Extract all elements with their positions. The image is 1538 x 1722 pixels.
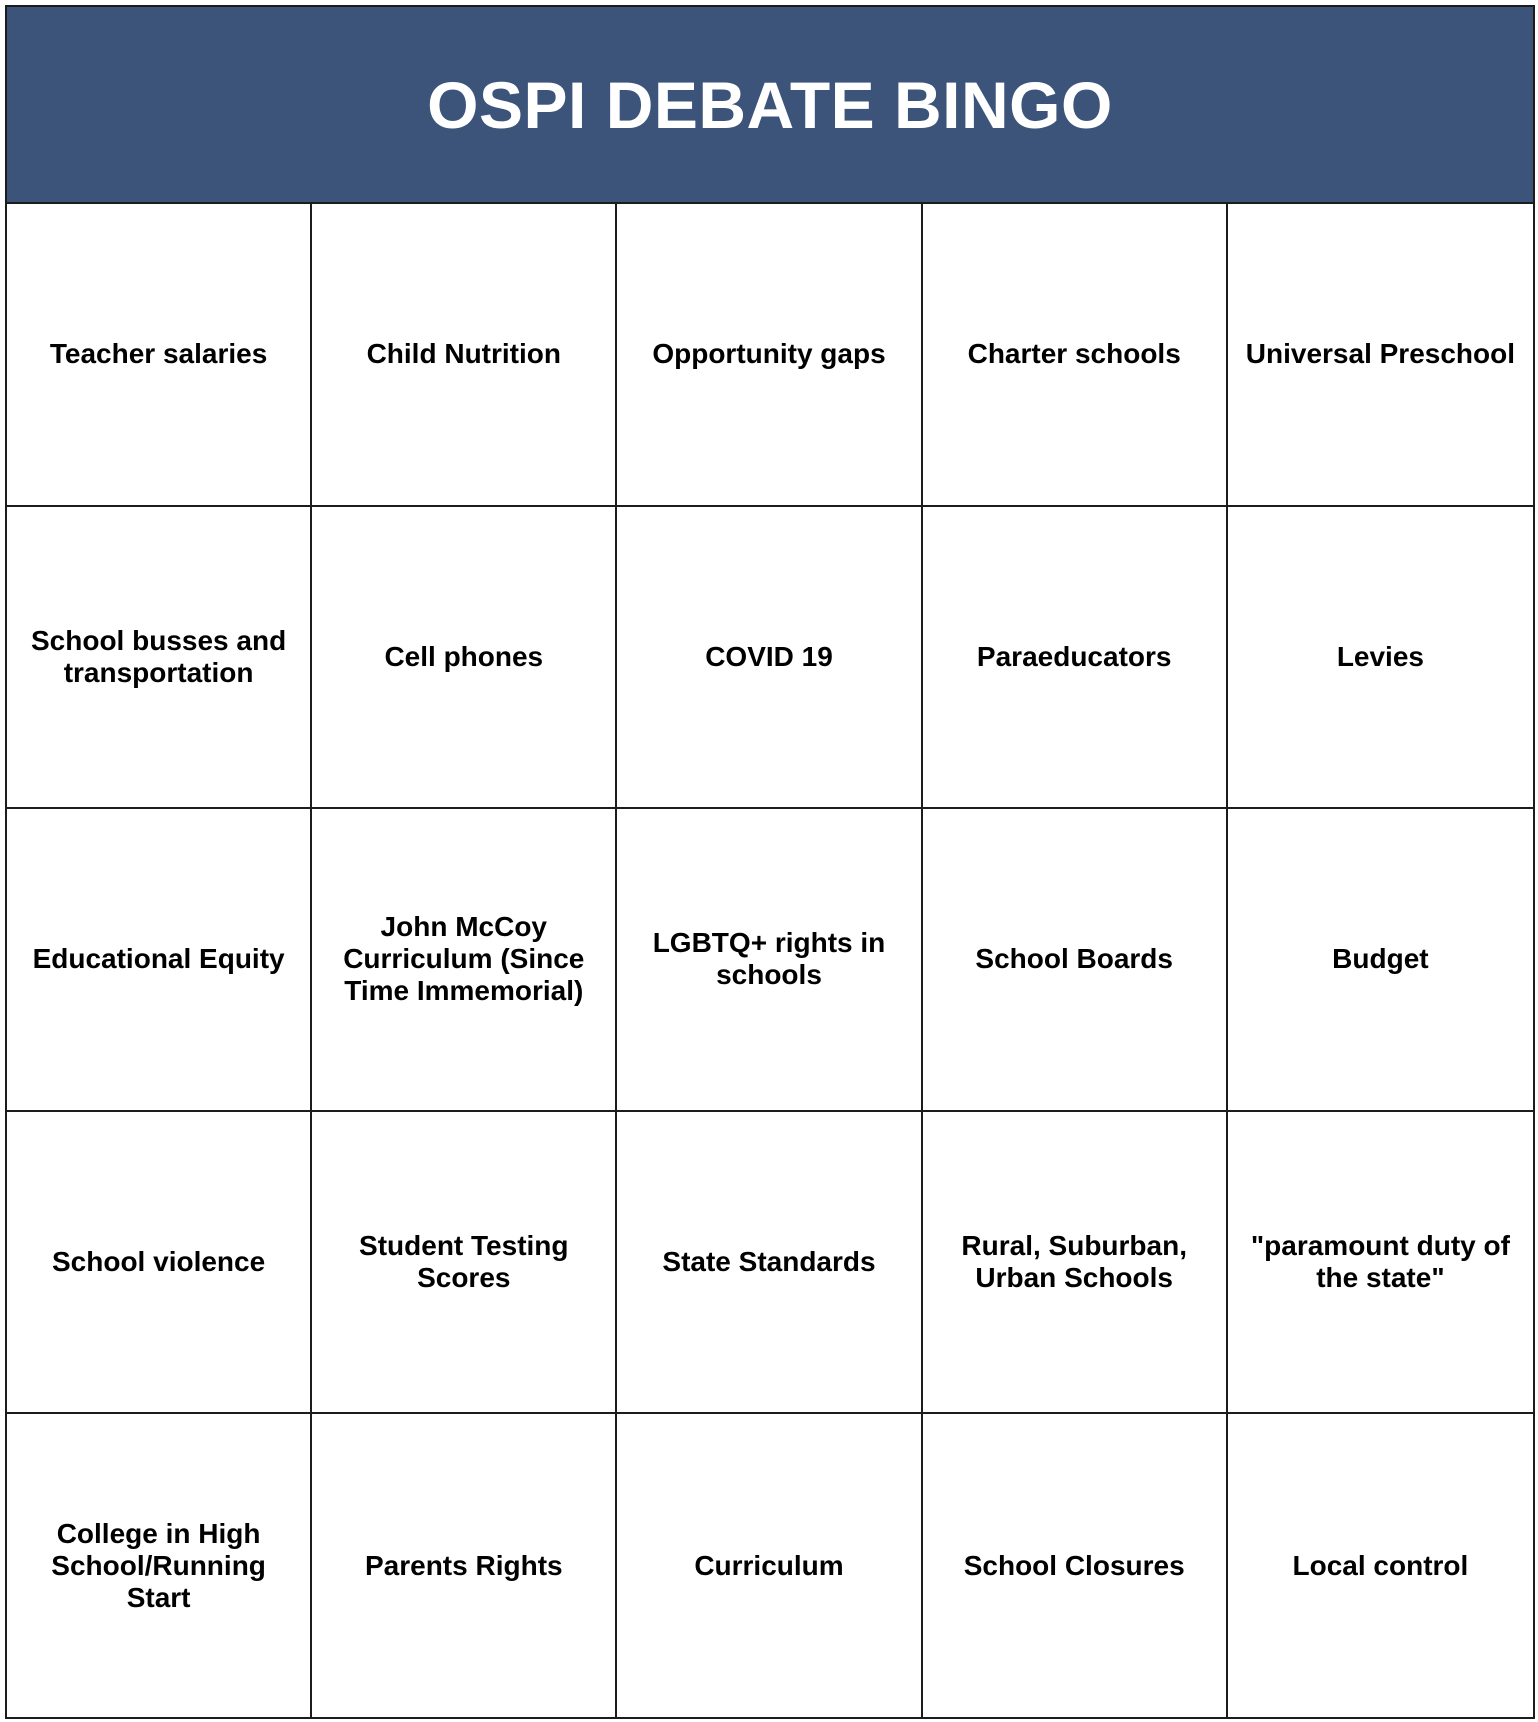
bingo-cell-label: Rural, Suburban, Urban Schools bbox=[961, 1230, 1187, 1294]
bingo-cell-label: Educational Equity bbox=[32, 943, 285, 975]
bingo-cell[interactable] bbox=[312, 507, 617, 810]
bingo-cell-label: School Closures bbox=[963, 1549, 1185, 1581]
bingo-cell-label: School busses and transportation bbox=[31, 624, 287, 688]
bingo-cell-label: Charter schools bbox=[967, 338, 1181, 370]
bingo-cell[interactable] bbox=[7, 507, 312, 810]
bingo-cell[interactable] bbox=[312, 809, 617, 1112]
bingo-cell-label: School violence bbox=[52, 1246, 266, 1278]
bingo-cell-label: Levies bbox=[1336, 640, 1424, 672]
bingo-cell-label: LGBTQ+ rights in schools bbox=[652, 927, 886, 991]
bingo-cell[interactable] bbox=[7, 204, 312, 507]
bingo-cell[interactable] bbox=[312, 1112, 617, 1415]
bingo-card bbox=[5, 5, 1535, 1719]
bingo-cell-label: Budget bbox=[1332, 943, 1429, 975]
bingo-cell-label: Local control bbox=[1292, 1549, 1469, 1581]
bingo-cell-label: Curriculum bbox=[694, 1549, 844, 1581]
bingo-cell[interactable] bbox=[923, 1112, 1228, 1415]
bingo-cell[interactable] bbox=[1228, 1112, 1533, 1415]
bingo-cell-label: Child Nutrition bbox=[366, 338, 561, 370]
bingo-cell[interactable] bbox=[923, 809, 1228, 1112]
bingo-cell[interactable] bbox=[1228, 1414, 1533, 1717]
bingo-cell-label: Parents Rights bbox=[364, 1549, 563, 1581]
bingo-cell[interactable] bbox=[7, 809, 312, 1112]
bingo-cell-label: COVID 19 bbox=[705, 640, 833, 672]
bingo-cell-label: Teacher salaries bbox=[49, 338, 268, 370]
bingo-cell[interactable] bbox=[1228, 204, 1533, 507]
bingo-cell[interactable] bbox=[1228, 809, 1533, 1112]
bingo-cell[interactable] bbox=[312, 1414, 617, 1717]
bingo-cell-label: College in High School/Running Start bbox=[51, 1517, 266, 1613]
bingo-cell-label: Opportunity gaps bbox=[652, 338, 886, 370]
bingo-cell[interactable] bbox=[617, 809, 922, 1112]
bingo-cell-label: State Standards bbox=[662, 1246, 876, 1278]
bingo-cell[interactable] bbox=[617, 204, 922, 507]
bingo-cell[interactable] bbox=[617, 1112, 922, 1415]
bingo-cell-label: Paraeducators bbox=[976, 640, 1172, 672]
bingo-cell[interactable] bbox=[7, 1112, 312, 1415]
bingo-cell[interactable] bbox=[617, 507, 922, 810]
bingo-grid bbox=[7, 204, 1533, 1717]
bingo-cell[interactable] bbox=[617, 1414, 922, 1717]
bingo-cell[interactable] bbox=[1228, 507, 1533, 810]
bingo-cell-label: Student Testing Scores bbox=[359, 1230, 569, 1294]
page-title: OSPI DEBATE BINGO bbox=[427, 67, 1113, 142]
bingo-cell[interactable] bbox=[923, 507, 1228, 810]
bingo-cell-label: Universal Preschool bbox=[1245, 338, 1516, 370]
header-banner bbox=[7, 7, 1533, 204]
bingo-cell[interactable] bbox=[7, 1414, 312, 1717]
bingo-cell-label: Cell phones bbox=[384, 640, 544, 672]
bingo-cell[interactable] bbox=[923, 204, 1228, 507]
bingo-cell[interactable] bbox=[312, 204, 617, 507]
bingo-cell-label: "paramount duty of the state" bbox=[1250, 1230, 1510, 1294]
bingo-cell[interactable] bbox=[923, 1414, 1228, 1717]
bingo-cell-label: John McCoy Curriculum (Since Time Immemorial) bbox=[343, 911, 585, 1007]
bingo-cell-label: School Boards bbox=[975, 943, 1173, 975]
